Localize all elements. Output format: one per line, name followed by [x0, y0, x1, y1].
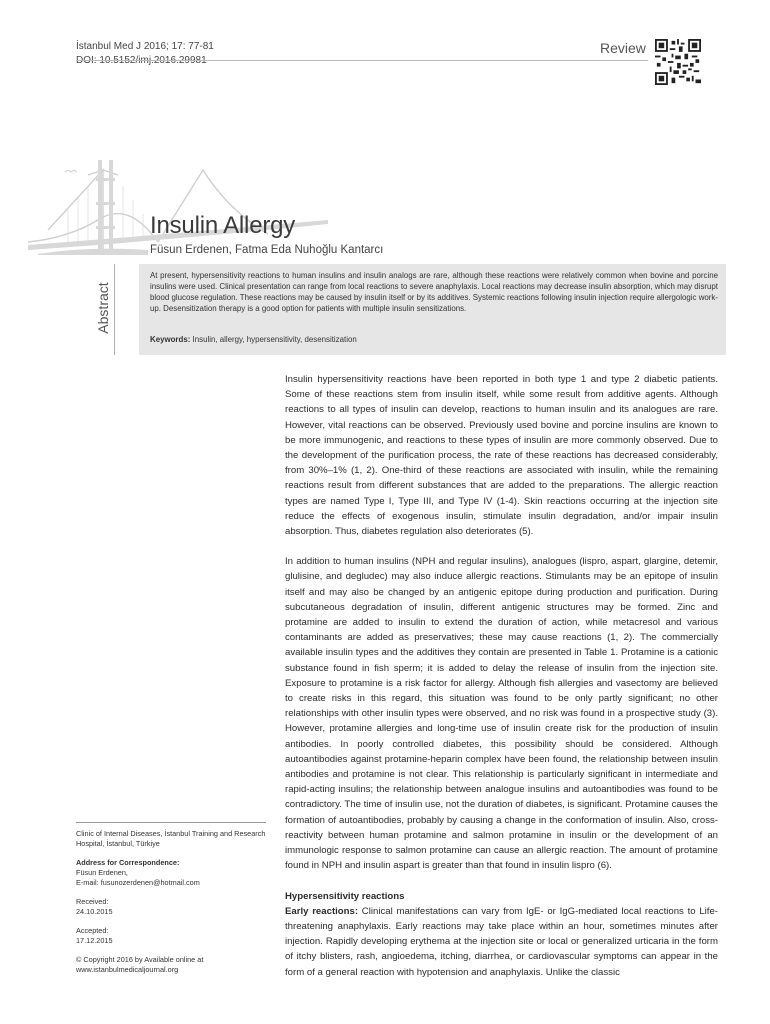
accepted: [76, 926, 266, 946]
keywords: [150, 334, 718, 345]
received-label: Received:: [76, 897, 109, 906]
abstract-tab: [84, 264, 139, 355]
correspondence-name: Füsun Erdenen,: [76, 868, 128, 877]
early-reactions-text: Clinical manifestations can vary from IgE- or IgG-mediated local reactions to Life-threatening anaphylaxis. Early reactions may take place within an hour, sometimes minutes after injection. Rapidly developing erythema at the injection site or local or generalized urticaria in the form of itchy blisters, rash, angioedema, itching, diarrhea, or cardiovascular symptoms can appear in the form of a general reaction with hypotension and anaphylaxis. Unlike the classic: [285, 905, 718, 978]
header-divider: [76, 60, 648, 61]
received-date: 24.10.2015: [76, 907, 113, 916]
affiliation: Clinic of Internal Diseases, İstanbul Training and Research Hospital, İstanbul, Türkiye: [76, 829, 266, 848]
correspondence: [76, 858, 266, 888]
body-paragraph-1: Insulin hypersensitivity reactions have been reported in both type 1 and type 2 diabetic patients. Some of these reactions stem from insulin itself, while some result from additive agents. Although reactions to all types of insulin can develop, reactions to human insulin and its analogues are rare. However, vital reactions can be observed. Previously used bovine and porcine insulins are known to be more immunogenic, and reactions to these types of insulin are more commonly observed. Due to the development of the purification process, the rate of these reactions has decreased considerably, from 30%–1% (1, 2). One-third of these reactions are associated with insulin, while the remaining reactions result from different substances that are added to the preparations. The allergic reaction types are named Type I, Type III, and Type IV (1-4). Skin reactions occurring at the injection site reduce the effects of exogenous insulin, stimulate insulin degradation, and/or impair insulin absorption. Thus, diabetes regulation also deteriorates (5).: [285, 374, 718, 538]
early-reactions-label: Early reactions:: [285, 905, 359, 917]
correspondence-email: E-mail: fusunozerdenen@hotmail.com: [76, 878, 200, 887]
article-title: Insulin Allergy: [150, 212, 296, 239]
correspondence-label: Address for Correspondence:: [76, 858, 180, 867]
section-label: Review: [600, 40, 646, 56]
side-info: [76, 829, 266, 984]
side-divider: [76, 822, 266, 823]
accepted-date: 17.12.2015: [76, 936, 113, 945]
body-text-column: [285, 372, 718, 980]
abstract-text: At present, hypersensitivity reactions to human insulins and insulin analogs are rare, although these reactions were relatively common when bovine and porcine insulins were used. Clinical presentation can range from local reactions to severe anaphylaxis. Local reactions may decrease insulin absorption, which may disrupt blood glucose regulation. These reactions may be caused by insulin itself or by its additives. Systemic reactions following insulin injection require allergologic work-up. Desensitization therapy is a good option for patients with multiple insulin sensitizations.: [150, 271, 718, 314]
body-paragraph-2: In addition to human insulins (NPH and regular insulins), analogues (lispro, aspart, glargine, detemir, glulisine, and degludec) may also induce allergic reactions. Stimulants may be an epitope of insulin itself and may also be changed by an antigenic epitope during production and purification. During subcutaneous degradation of insulin, different antigenic structures may be formed. Zinc and protamine are added to insulin to extend the duration of action, while metacresol and various contaminants are added as preservatives; these may cause reactions (1, 2). The commercially available insulin types and the additives they contain are presented in Table 1. Protamine is a cationic substance found in fish sperm; it is added to delay the release of insulin from the injection site. Exposure to protamine is a risk factor for allergy. Although fish allergies and vasectomy are believed to create risks in this regard, this situation was found to be only partly significant; no other relationships with other insulin types were observed, and no risk was found in a prospective study (3). However, protamine allergies and long-time use of insulin create risk for the production of insulin antibodies. In poorly controlled diabetes, this possibility should be considered. Although autoantibodies against protamine-heparin complex have been found, the relationship between insulin antibodies and protamine is not clear. This relationship is particularly significant in intermediate and rapid-acting insulins; the relationship between analogue insulins and autoantibodies was found to be contradictory. The time of insulin use, not the duration of diabetes, is significant. Protamine causes the formation of autoantibodies, probably by causing a change in the conformation of insulin. Also, cross-reactivity between human protamine and salmon protamine in insulin or the development of an immunologic response to salmon protamine can cause an allergic reaction. The amount of protamine found in NPH and insulin aspart is greater than that found in insulin lispro (6).: [285, 556, 718, 872]
keywords-label: Keywords:: [150, 335, 191, 344]
copyright: © Copyright 2016 by Available online at www.istanbulmedicaljournal.org: [76, 955, 204, 974]
received: [76, 897, 266, 917]
keywords-list: Insulin, allergy, hypersensitivity, desensitization: [192, 335, 357, 344]
abstract-tab-divider: [114, 264, 115, 355]
article-authors: Füsun Erdenen, Fatma Eda Nuhoğlu Kantarcı: [150, 244, 384, 256]
early-reactions-paragraph: [285, 904, 718, 980]
accepted-label: Accepted:: [76, 926, 109, 935]
qr-code-icon: [655, 39, 701, 85]
journal-citation: İstanbul Med J 2016; 17: 77-81: [76, 41, 214, 52]
abstract-label: Abstract: [95, 282, 111, 334]
section-heading: Hypersensitivity reactions: [285, 890, 405, 902]
